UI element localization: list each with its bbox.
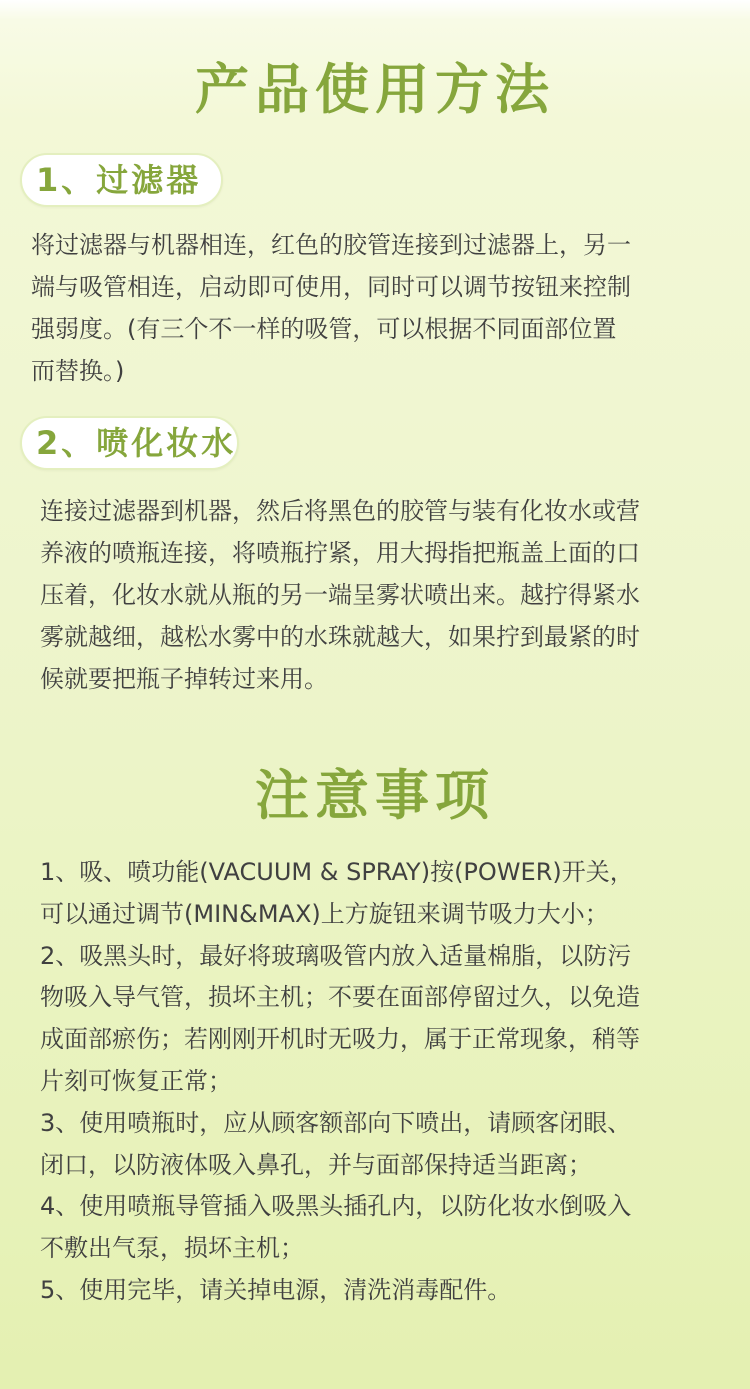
notes-list	[40, 852, 640, 1312]
notes-line: 1、吸、喷功能(VACUUM & SPRAY)按(POWER)开关，	[40, 858, 634, 886]
spray-description-line: 雾就越细，越松水雾中的水珠就越大，如果拧到最紧的时	[40, 623, 640, 651]
notes-title: 注意事项	[255, 764, 495, 827]
notes-line: 2、吸黑头时，最好将玻璃吸管内放入适量棉脂，以防污	[40, 941, 632, 970]
filter-description-line: 而替换。)	[31, 357, 125, 385]
notes-line: 闭口，以防液体吸入鼻孔，并与面部保持适当距离；	[40, 1150, 592, 1179]
section-heading-filter: 1、过滤器	[20, 153, 223, 207]
section-heading-spray: 2、喷化妆水	[20, 416, 239, 470]
spray-description-line: 候就要把瓶子掉转过来用。	[40, 665, 328, 693]
spray-description-line: 压着，化妆水就从瓶的另一端呈雾状喷出来。越拧得紧水	[40, 581, 640, 609]
filter-description	[31, 224, 631, 392]
spray-description-line: 连接过滤器到机器，然后将黑色的胶管与装有化妆水或营	[40, 497, 640, 525]
filter-description-line: 强弱度。(有三个不一样的吸管，可以根据不同面部位置	[31, 315, 617, 343]
notes-line: 3、使用喷瓶时，应从顾客额部向下喷出，请顾客闭眼、	[40, 1108, 632, 1137]
filter-description-line: 端与吸管相连，启动即可使用，同时可以调节按钮来控制	[31, 273, 631, 301]
spray-description	[40, 490, 640, 700]
notes-line: 片刻可恢复正常；	[40, 1066, 232, 1095]
notes-line: 不敷出气泵，损坏主机；	[40, 1234, 304, 1263]
notes-line: 5、使用完毕，请关掉电源，清洗消毒配件。	[40, 1275, 512, 1304]
notes-line: 成面部瘀伤；若刚刚开机时无吸力，属于正常现象，稍等	[40, 1025, 640, 1054]
page-title: 产品使用方法	[195, 58, 555, 121]
filter-description-line: 将过滤器与机器相连，红色的胶管连接到过滤器上，另一	[31, 231, 631, 259]
spray-description-line: 养液的喷瓶连接，将喷瓶拧紧，用大拇指把瓶盖上面的口	[40, 539, 640, 567]
notes-line: 物吸入导气管，损坏主机；不要在面部停留过久，以免造	[40, 983, 640, 1012]
notes-line: 可以通过调节(MIN&MAX)上方旋钮来调节吸力大小；	[40, 899, 609, 928]
notes-line: 4、使用喷瓶导管插入吸黑头插孔内，以防化妆水倒吸入	[40, 1192, 632, 1221]
